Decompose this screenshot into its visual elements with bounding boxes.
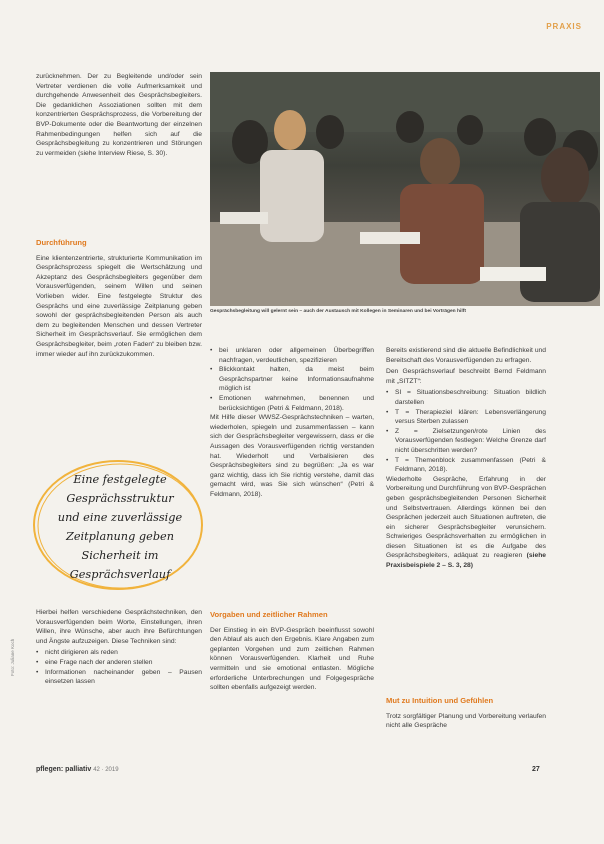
quote-line: Zeitplanung geben	[65, 530, 175, 543]
quote-line: Eine festgelegte	[73, 473, 167, 486]
left-column	[36, 72, 202, 160]
seminar-photo-illustration	[210, 72, 600, 306]
list-item: • bei unklaren oder allgemeinen Überbegriffen nachfragen, verdeutlichen, spezifizieren	[210, 346, 374, 365]
sitzt-paragraph: Den Gesprächsverlauf beschreibt Bernd Feldmann mit „SITZT“:	[386, 368, 546, 385]
photo-caption: Gesprächsbegleitung will gelernt sein – auch der Austausch mit Kollegen in Seminaren und bei Vorträgen hilft	[210, 309, 466, 314]
heading-vorgaben: Vorgaben und zeitlicher Rahmen	[210, 610, 328, 619]
quote-line: und eine zuverlässige	[57, 511, 183, 524]
page-number: 27	[532, 766, 540, 773]
journal-name: pflegen: palliativ	[36, 766, 92, 773]
reference-link: (siehe Praxisbeispiele 2 – S. 3, 28)	[386, 552, 546, 570]
list-item: • Blickkontakt halten, da meist beim Gesprächspartner keine Informationsaufnahme möglich ist	[210, 365, 374, 394]
vorgaben-paragraph: Der Einstieg in ein BVP-Gespräch beeinflusst sowohl den Ablauf als auch den Ergebnis. Klare Angaben zum geplanten Vorgehen und zum zeitlichen Rahmen können Vorausverfügenden. Klarheit und Ruhe vermitteln und sie emotional entlasten. Mögliche erforderliche Unterbrechungen und Folgegespräche sollten ebenfalls aufgezeigt werden.	[210, 626, 374, 692]
mut-section	[386, 696, 546, 733]
list-item: • SI = Situationsbeschreibung: Situation bildlich darstellen	[386, 388, 546, 407]
techniques-section	[36, 608, 202, 687]
quote-line: Gesprächsstruktur	[66, 492, 174, 505]
list-item: • T = Therapieziel klären: Lebensverlängerung versus Sterben zulassen	[386, 408, 546, 427]
photo-credit: Foto: Juliane Koch	[10, 638, 15, 676]
pull-quote-text	[32, 470, 208, 584]
list-item: • T = Themenblock zusammenfassen (Petri & Feldmann, 2018).	[386, 456, 546, 475]
right-column	[386, 346, 546, 573]
seminar-photo	[210, 72, 600, 306]
footer-journal	[36, 766, 119, 773]
durchfuehrung-paragraph: Eine klientenzentrierte, strukturierte Kommunikation im Gesprächsprozess spiegelt die Wertschätzung und Akzeptanz des Gesprächsbegleiters gegenüber dem Vorausverfügenden, seinem Willen und seinen Vorlieben wider. Eine festgelegte Struktur des Gesprächs und eine zuverlässige Zeitplanung geben sowohl der gesprächsbegleitenden Person als auch dem zu begleitenden Menschen und dessen Vertreter Sicherheit im Gesprächsverlauf. Sie ermöglichen dem Gesprächsbegleiter, beim „roten Faden“ zu bleiben bzw. immer wieder auf ihn zurückzukommen.	[36, 254, 202, 358]
mut-paragraph: Trotz sorgfältiger Planung und Vorbereitung verlaufen nicht alle Gespräche	[386, 712, 546, 730]
sitzt-list	[386, 388, 546, 474]
intro-paragraph: zurücknehmen. Der zu Begleitende und/oder sein Vertreter verdienen die volle Aufmerksamkeit und durchgehende Anwesenheit des Gesprächsbegleiters. Die gedanklichen Assoziationen sollten mit dem konzentrierten Gesprächsprozess, die Vorbereitung der BVP-Dokumente oder die Beantwortung der einzelnen Rahmenbedingungen helfen sich auf die Gesprächsbegleitung zu konzentrieren und Störungen zu vermeiden (siehe Interview Riese, S. 30).	[36, 73, 202, 157]
heading-mut: Mut zu Intuition und Gefühlen	[386, 696, 494, 705]
list-item: • Z = Zielsetzungen/rote Linien des Vorausverfügenden festlegen: Welche Grenze darf nicht überschritten werden?	[386, 427, 546, 456]
issue-number: 42 · 2019	[93, 767, 119, 773]
quote-line: Sicherheit im	[81, 549, 159, 562]
section-label: PRAXIS	[546, 22, 582, 31]
vorgaben-section	[210, 610, 374, 695]
erfahrung-text: Wiederholte Gespräche, Erfahrung in der Vorbereitung und Durchführung von BVP-Gesprächen geben gesprächsbegleitenden Personen Sicherheit und Selbstvertrauen. Allerdings können bei den Gesprächen jederzeit auch Situationen auftreten, die ein sicherer Gesprächsbegleiter verunsichern. Schwieriges Gesprächsverhalten zu ermöglichen in diesen Situationen ist es die Aufgabe des Gesprächsbegleiters, adäquat zu reagieren	[386, 475, 546, 560]
durchfuehrung-section	[36, 238, 202, 361]
techniques-list	[36, 648, 202, 686]
list-item: • Informationen nacheinander geben – Pausen einsetzen lassen	[36, 668, 202, 687]
wwsz-paragraph: Mit Hilfe dieser WWSZ-Gesprächstechniken – warten, wiederholen, spiegeln und zusammenfassen – kann sich der Gesprächsbegleiter vergewissern, dass er die Aussagen des Vorausverfügenden richtig verstanden hat. Wiederholt und Verbalisieren des Gesprächsbegleiters sind zu begrüßen: „Ja es war ganz wichtig, dass ich Sie richtig verstehe, damit das gemacht wird, was Sie sich wünschen“ (Petri & Feldmann, 2018).	[210, 414, 374, 498]
erfahrung-paragraph	[386, 475, 546, 571]
heading-durchfuehrung: Durchführung	[36, 238, 87, 247]
techniques-paragraph: Hierbei helfen verschiedene Gesprächstechniken, den Vorausverfügenden beim Worte, Einstellungen, ihren Willen, ihre Wünsche, aber auch ihre Befürchtungen und Ängste aufzuzeigen. Diese Techniken sind:	[36, 609, 202, 645]
list-item: • Emotionen wahrnehmen, benennen und berücksichtigen (Petri & Feldmann, 2018).	[210, 394, 374, 413]
middle-column	[210, 346, 374, 502]
right-intro: Bereits existierend sind die aktuelle Befindlichkeit und Bereitschaft des Vorausverfügenden zu erfragen.	[386, 347, 546, 364]
list-item: • eine Frage nach der anderen stellen	[36, 658, 202, 668]
pull-quote	[32, 458, 208, 592]
middle-bullet-list	[210, 346, 374, 413]
list-item: • nicht dirigieren als reden	[36, 648, 202, 658]
quote-line: Gesprächsverlauf	[69, 568, 171, 581]
